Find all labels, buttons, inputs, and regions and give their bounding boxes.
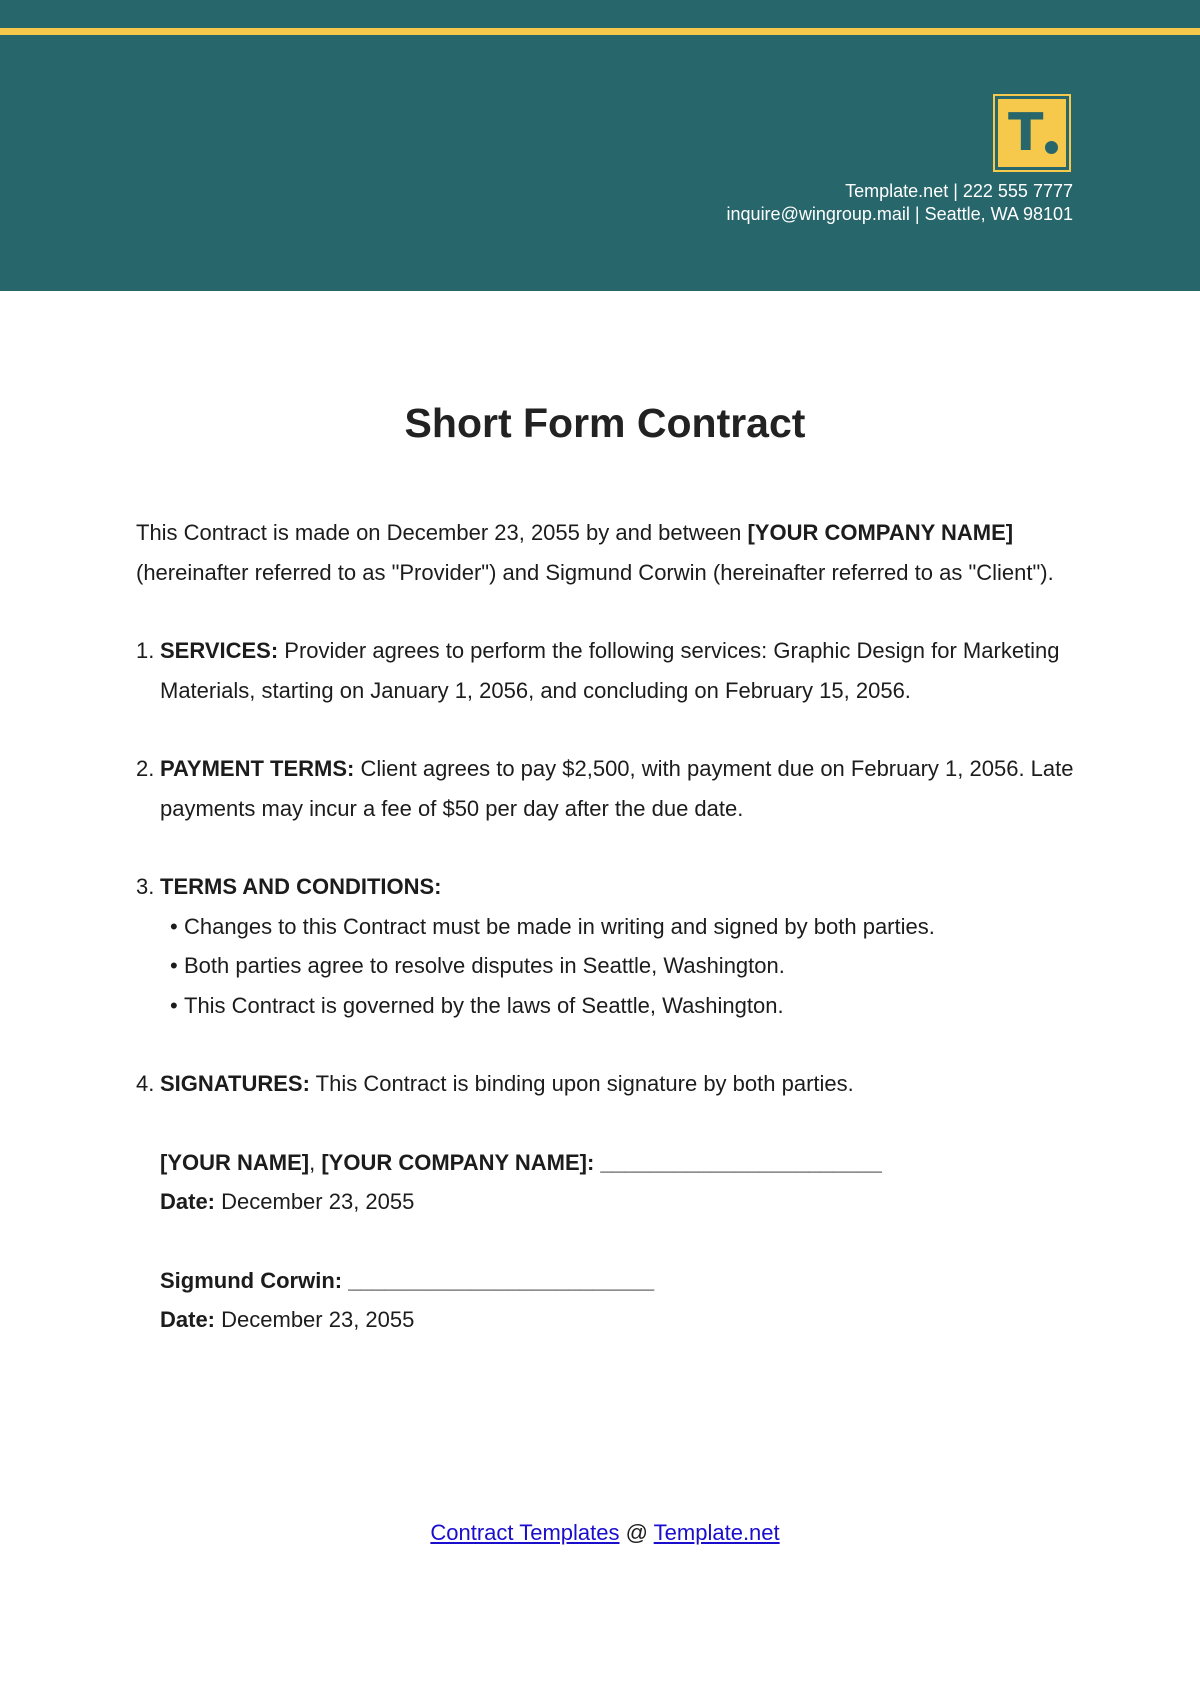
section-heading: TERMS AND CONDITIONS: xyxy=(160,874,442,899)
section-payment-terms xyxy=(136,749,1076,828)
contract-templates-link[interactable]: Contract Templates xyxy=(430,1520,620,1545)
separator: , xyxy=(309,1149,322,1175)
intro-paragraph xyxy=(136,513,1076,592)
client-date xyxy=(160,1300,1076,1340)
provider-date xyxy=(160,1182,1076,1222)
page-title: Short Form Contract xyxy=(404,400,806,446)
date-value: December 23, 2055 xyxy=(215,1189,415,1214)
client-signature-line xyxy=(160,1261,1076,1301)
section-number: 2. xyxy=(136,756,155,781)
contact-line-1: Template.net | 222 555 7777 xyxy=(845,181,1073,201)
section-text: This Contract is binding upon signature by both parties. xyxy=(309,1071,854,1096)
intro-text-1: This Contract is made on December 23, 2055 by and between xyxy=(136,520,748,545)
section-number: 4. xyxy=(136,1071,155,1096)
date-value: December 23, 2055 xyxy=(215,1307,415,1332)
section-number: 3. xyxy=(136,874,155,899)
section-text: Client agrees to pay $2,500, with payment due on February 1, 2056. Late payments may incur a fee of $50 per day after the due date. xyxy=(160,756,1074,821)
section-services xyxy=(136,631,1076,710)
signature-line: _______________________ xyxy=(594,1149,882,1175)
intro-text-2: (hereinafter referred to as "Provider") and Sigmund Corwin (hereinafter referred to as "Client"). xyxy=(136,559,1054,585)
logo-dot xyxy=(1045,141,1058,154)
client-signature-block xyxy=(136,1261,1076,1340)
provider-signature-block xyxy=(136,1143,1076,1222)
section-heading: SIGNATURES: xyxy=(160,1071,310,1096)
section-heading: SERVICES: xyxy=(160,638,279,663)
list-item-text: Both parties agree to resolve disputes in Seattle, Washington. xyxy=(184,953,785,978)
footer xyxy=(0,1520,1200,1546)
template-logo xyxy=(993,94,1071,172)
provider-company: [YOUR COMPANY NAME]: xyxy=(321,1149,595,1175)
section-terms-and-conditions xyxy=(136,867,1076,1025)
terms-list xyxy=(160,907,1076,1026)
footer-at: @ xyxy=(619,1520,654,1545)
list-item-text: This Contract is governed by the laws of Seattle, Washington. xyxy=(184,992,784,1018)
list-item-text: Changes to this Contract must be made in writing and signed by both parties. xyxy=(184,913,935,939)
provider-signature-line xyxy=(160,1143,1076,1183)
date-label: Date: xyxy=(160,1307,216,1332)
section-text: Provider agrees to perform the following services: Graphic Design for Marketing Materials, starting on January 1, 2056, and concluding on February 15, 2056. xyxy=(160,638,1060,703)
contract-body xyxy=(136,513,1076,1340)
list-item: • Changes to this Contract must be made in writing and signed by both parties. xyxy=(170,913,935,939)
intro-company: [YOUR COMPANY NAME] xyxy=(747,520,1014,545)
section-signatures xyxy=(136,1064,1076,1104)
list-item: • Both parties agree to resolve disputes in Seattle, Washington. xyxy=(170,953,785,978)
date-label: Date: xyxy=(160,1189,216,1214)
section-heading: PAYMENT TERMS: xyxy=(160,756,355,781)
contact-line-2: inquire@wingroup.mail | Seattle, WA 98101 xyxy=(726,204,1073,224)
section-number: 1. xyxy=(136,638,155,663)
contact-info xyxy=(727,180,1073,226)
provider-name: [YOUR NAME] xyxy=(160,1149,310,1175)
logo-letter: T xyxy=(1008,103,1044,163)
template-net-link[interactable]: Template.net xyxy=(653,1520,780,1545)
header-band xyxy=(0,0,1200,291)
list-item: • This Contract is governed by the laws of Seattle, Washington. xyxy=(170,992,784,1018)
accent-stripe xyxy=(0,28,1200,35)
client-name: Sigmund Corwin: xyxy=(160,1267,343,1293)
signature-line: _________________________ xyxy=(342,1267,655,1293)
